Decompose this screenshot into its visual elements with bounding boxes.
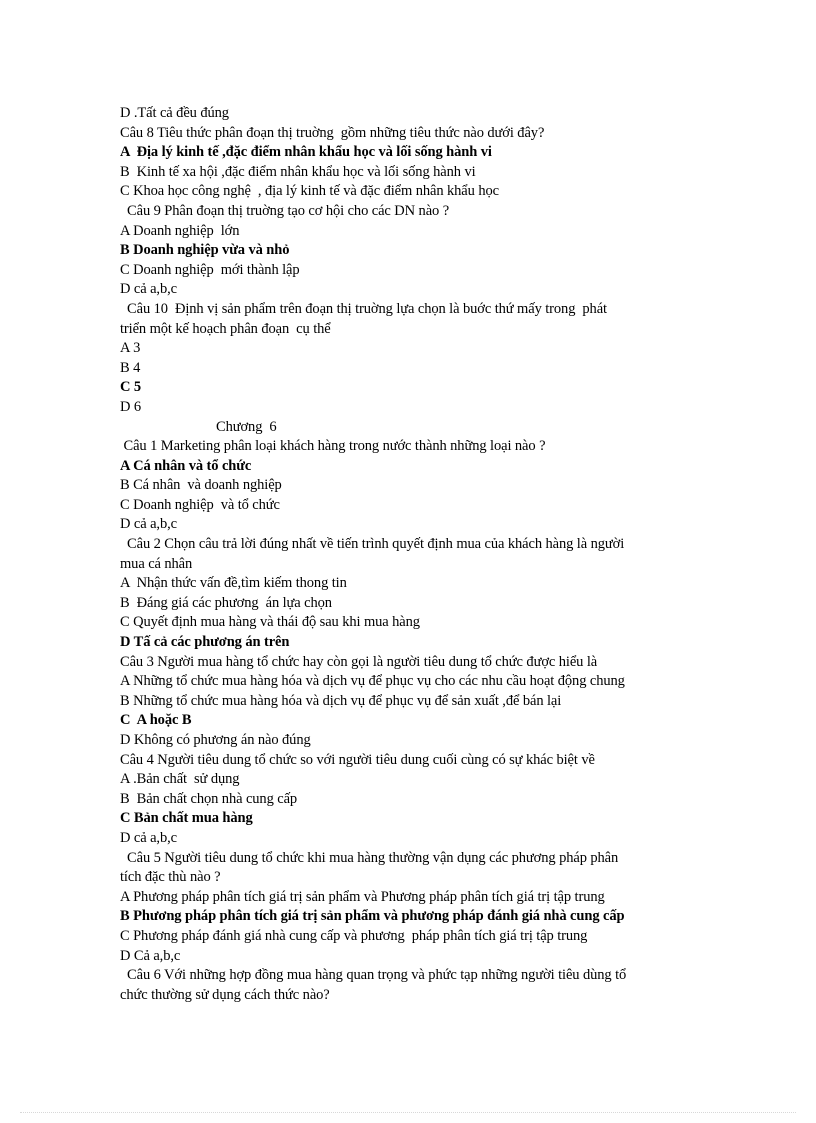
text-line: B 4: [120, 359, 141, 376]
text-line: B Kinh tế xa hội ,đặc điểm nhân khẩu học và lối sống hành vi: [120, 163, 476, 180]
answer-line-correct: C Bản chất mua hàng: [120, 810, 253, 827]
text-line: D Không có phương án nào đúng: [120, 732, 311, 748]
answer-line-correct: C A hoặc B: [120, 712, 192, 729]
text-line: D Cả a,b,c: [120, 947, 181, 964]
page-footer-rule: [20, 1112, 796, 1113]
text-line: D cả a,b,c: [120, 516, 177, 533]
text-line: Câu 4 Người tiêu dung tổ chức so với người tiêu dung cuối cùng có sự khác biệt về: [120, 751, 595, 768]
text-line: B Những tổ chức mua hàng hóa và dịch vụ để phục vụ để sản xuất ,để bán lại: [120, 692, 562, 709]
text-line: A Doanh nghiệp lớn: [120, 222, 240, 239]
text-line: Câu 2 Chọn câu trả lời đúng nhất về tiến trình quyết định mua của khách hàng là người: [120, 536, 625, 553]
text-line: Câu 10 Định vị sản phẩm trên đoạn thị truờng lựa chọn là buớc thứ mấy trong phát: [120, 300, 607, 317]
text-line: A .Bản chất sử dụng: [120, 771, 240, 788]
text-line: A Nhận thức vấn đề,tìm kiếm thong tin: [120, 575, 347, 592]
text-line: Câu 3 Người mua hàng tổ chức hay còn gọi là người tiêu dung tổ chức được hiểu là: [120, 653, 598, 670]
answer-line-correct: B Doanh nghiệp vừa và nhỏ: [120, 242, 290, 259]
answer-line-correct: D Tấ cả các phương án trên: [120, 634, 290, 651]
text-line: C Quyết định mua hàng và thái độ sau khi mua hàng: [120, 614, 420, 631]
text-line: Câu 8 Tiêu thức phân đoạn thị truờng gồm những tiêu thức nào dưới đây?: [120, 124, 545, 141]
text-line: B Bản chất chọn nhà cung cấp: [120, 790, 298, 807]
text-line: A 3: [120, 340, 141, 357]
text-line: Câu 5 Người tiêu dung tổ chức khi mua hàng thường vận dụng các phương pháp phân: [120, 849, 619, 866]
text-line: mua cá nhân: [120, 555, 193, 572]
answer-line-correct: C 5: [120, 379, 142, 396]
text-line: Câu 9 Phân đoạn thị truờng tạo cơ hội cho các DN nào ?: [120, 202, 450, 219]
text-line: tích đặc thù nào ?: [120, 869, 221, 886]
text-line: triển một kế hoạch phân đoạn cụ thể: [120, 320, 331, 337]
text-line: chức thường sử dụng cách thức nào?: [120, 986, 330, 1003]
text-line: B Đáng giá các phương án lựa chọn: [120, 594, 332, 611]
text-line: Câu 1 Marketing phân loại khách hàng trong nước thành những loại nào ?: [120, 438, 546, 455]
document-body: [120, 104, 700, 1005]
text-line: C Khoa học công nghệ , địa lý kinh tế và đặc điểm nhân khẩu học: [120, 183, 499, 200]
chapter-heading: Chương 6: [216, 418, 277, 435]
text-line: A Phương pháp phân tích giá trị sản phẩm và Phương pháp phân tích giá trị tập trung: [120, 888, 605, 905]
text-line: C Doanh nghiệp và tổ chức: [120, 496, 280, 513]
text-line: C Doanh nghiệp mới thành lập: [120, 261, 300, 278]
text-line: D cả a,b,c: [120, 281, 177, 298]
text-line: D .Tất cả đều đúng: [120, 105, 229, 121]
text-line: B Cá nhân và doanh nghiệp: [120, 477, 282, 494]
answer-line-correct: A Địa lý kinh tế ,đặc điểm nhân khẩu học và lối sống hành vi: [120, 144, 492, 161]
text-line: D cả a,b,c: [120, 829, 177, 846]
answer-line-correct: B Phương pháp phân tích giá trị sản phẩm và phương pháp đánh giá nhà cung cấp: [120, 908, 625, 925]
answer-line-correct: A Cá nhân và tổ chức: [120, 457, 252, 474]
text-line: Câu 6 Với những hợp đồng mua hàng quan trọng và phức tạp những người tiêu dùng tổ: [120, 967, 627, 984]
text-line: A Những tổ chức mua hàng hóa và dịch vụ để phục vụ cho các nhu cầu hoạt động chung: [120, 673, 625, 690]
text-line: D 6: [120, 398, 142, 415]
text-line: C Phương pháp đánh giá nhà cung cấp và phương pháp phân tích giá trị tập trung: [120, 927, 588, 944]
